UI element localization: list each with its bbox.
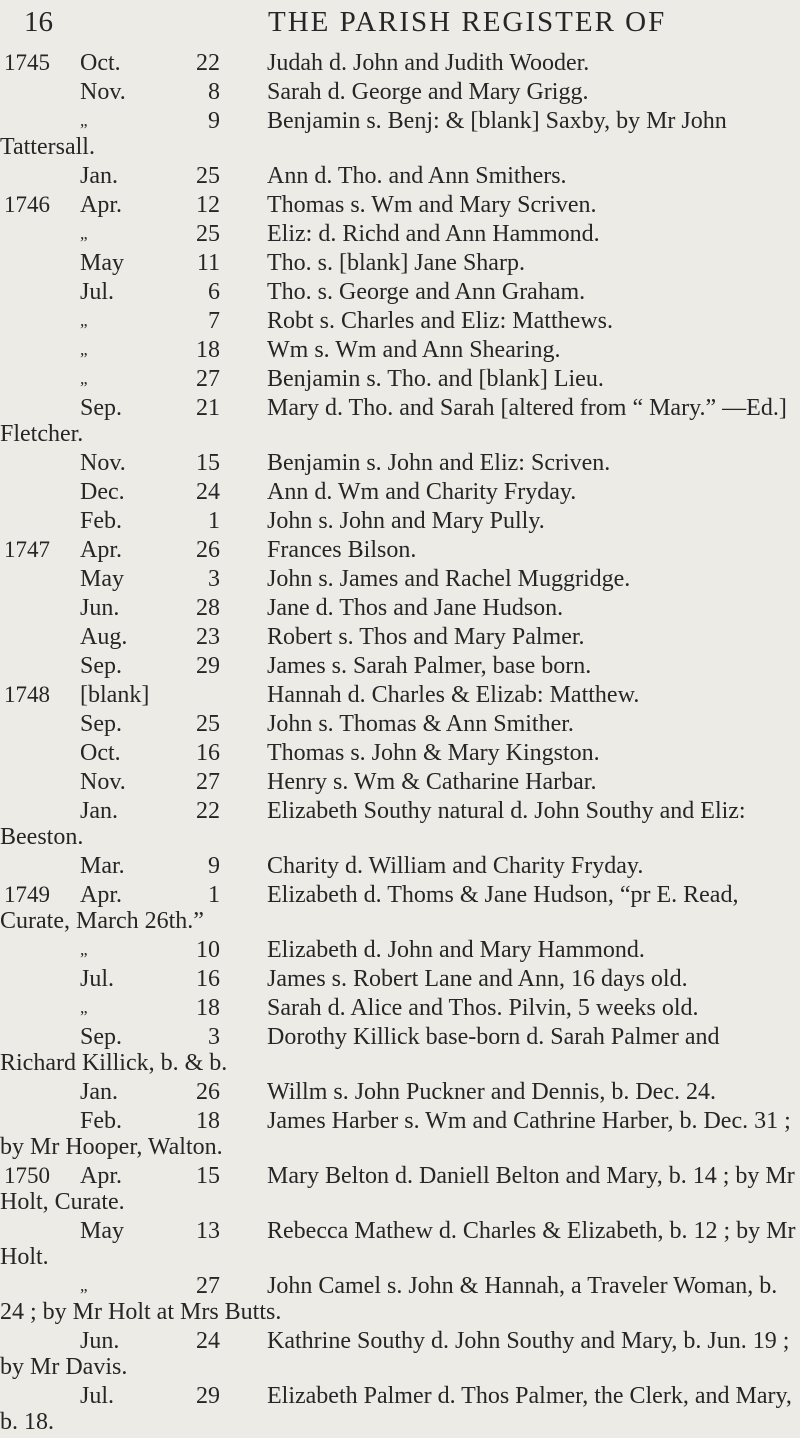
- entry-text: Dorothy Killick base-born d. Sarah Palmer and Richard Killick, b. & b.: [0, 1024, 720, 1076]
- register-entry: [0, 566, 800, 592]
- entry-text: Mary d. Tho. and Sarah [altered from “ Mary.” —Ed.] Fletcher.: [0, 395, 787, 447]
- entry-day: 1: [208, 508, 220, 534]
- entry-day: 16: [196, 966, 220, 992]
- register-entry: [0, 508, 800, 534]
- register-entry: [0, 682, 800, 708]
- entry-month: Sep.: [80, 395, 122, 421]
- entry-day: 26: [196, 1079, 220, 1105]
- entry-year: 1749: [4, 882, 50, 907]
- register-entry: [0, 50, 800, 76]
- register-entry: [0, 1273, 800, 1325]
- entry-text: Elizabeth Southy natural d. John Southy and Eliz: Beeston.: [0, 798, 746, 850]
- entry-month: Apr.: [80, 882, 122, 908]
- register-entry: [0, 337, 800, 363]
- entry-text: Willm s. John Puckner and Dennis, b. Dec. 24.: [267, 1079, 716, 1105]
- register-entry: [0, 937, 800, 963]
- register-entry: [0, 653, 800, 679]
- entry-month: Nov.: [80, 769, 126, 795]
- register-entry: [0, 740, 800, 766]
- entry-text: Thomas s. John & Mary Kingston.: [267, 740, 600, 766]
- entry-day: 24: [196, 1328, 220, 1354]
- entry-day: 10: [196, 937, 220, 963]
- entry-text: Benjamin s. Tho. and [blank] Lieu.: [267, 366, 604, 392]
- register-entry: [0, 366, 800, 392]
- entry-text: Charity d. William and Charity Fryday.: [267, 853, 644, 879]
- register-entry: [0, 108, 800, 160]
- entry-month: Aug.: [80, 624, 128, 650]
- entry-year: 1747: [4, 537, 50, 562]
- entry-month: May: [80, 566, 124, 592]
- entry-month: „: [80, 998, 88, 1017]
- entry-month: Sep.: [80, 653, 122, 679]
- register-entry: [0, 221, 800, 247]
- entry-month: Mar.: [80, 853, 125, 879]
- entry-day: 21: [196, 395, 220, 421]
- entry-text: James s. Sarah Palmer, base born.: [267, 653, 592, 679]
- entry-month: Jun.: [80, 595, 120, 621]
- entry-month: Jan.: [80, 1079, 118, 1105]
- entry-day: 12: [196, 192, 220, 218]
- entry-day: 11: [196, 250, 220, 276]
- register-entry: [0, 79, 800, 105]
- entry-day: 16: [196, 740, 220, 766]
- entry-text: Henry s. Wm & Catharine Harbar.: [267, 769, 597, 795]
- entry-month: Apr.: [80, 1163, 122, 1189]
- entry-text: Judah d. John and Judith Wooder.: [267, 50, 590, 76]
- entry-text: James s. Robert Lane and Ann, 16 days old.: [267, 966, 688, 992]
- entry-month: Jan.: [80, 163, 118, 189]
- entry-day: 29: [196, 653, 220, 679]
- entry-day: 9: [208, 853, 220, 879]
- page-number: 16: [24, 6, 53, 38]
- entry-month: Oct.: [80, 740, 121, 766]
- entry-month: Oct.: [80, 50, 121, 76]
- entry-year: 1748: [4, 682, 50, 707]
- entry-day: 15: [196, 1163, 220, 1189]
- register-entry: [0, 882, 800, 934]
- entry-text: John s. Thomas & Ann Smither.: [267, 711, 574, 737]
- entry-month: „: [80, 340, 88, 359]
- entry-text: Robt s. Charles and Eliz: Matthews.: [267, 308, 613, 334]
- entry-text: John s. James and Rachel Muggridge.: [267, 566, 631, 592]
- entry-day: 18: [196, 337, 220, 363]
- entry-text: Benjamin s. Benj: & [blank] Saxby, by Mr John Tattersall.: [0, 108, 727, 160]
- entry-text: Eliz: d. Richd and Ann Hammond.: [267, 221, 600, 247]
- register-entry: [0, 624, 800, 650]
- register-entry: [0, 279, 800, 305]
- register-entry: [0, 1108, 800, 1160]
- entry-day: 26: [196, 537, 220, 563]
- register-entry: [0, 250, 800, 276]
- entry-day: 15: [196, 450, 220, 476]
- entry-text: Tho. s. [blank] Jane Sharp.: [267, 250, 525, 276]
- register-entry: [0, 163, 800, 189]
- register-entry: [0, 995, 800, 1021]
- entry-day: 9: [208, 108, 220, 134]
- entry-text: Ann d. Wm and Charity Fryday.: [267, 479, 577, 505]
- entry-day: 3: [208, 1024, 220, 1050]
- entry-text: John Camel s. John & Hannah, a Traveler Woman, b. 24 ; by Mr Holt at Mrs Butts.: [0, 1273, 778, 1325]
- register-entry: [0, 1218, 800, 1270]
- entry-month: Sep.: [80, 1024, 122, 1050]
- register-entry: [0, 1079, 800, 1105]
- register-entry: [0, 853, 800, 879]
- register-entry: [0, 479, 800, 505]
- entry-day: 18: [196, 995, 220, 1021]
- entry-month: May: [80, 250, 124, 276]
- entry-year: 1750: [4, 1163, 50, 1188]
- entry-month: Nov.: [80, 79, 126, 105]
- entry-month: Nov.: [80, 450, 126, 476]
- entry-day: 22: [196, 50, 220, 76]
- entry-month: „: [80, 224, 88, 243]
- entry-month: Feb.: [80, 508, 122, 534]
- entry-month: Jul.: [80, 966, 115, 992]
- entry-month: Dec.: [80, 479, 125, 505]
- entry-text: Elizabeth d. John and Mary Hammond.: [267, 937, 645, 963]
- entry-month: Feb.: [80, 1108, 122, 1134]
- entry-month: „: [80, 940, 88, 959]
- entry-text: Sarah d. George and Mary Grigg.: [267, 79, 589, 105]
- entry-day: 27: [196, 366, 220, 392]
- entry-month: Apr.: [80, 192, 122, 218]
- register-entry: [0, 711, 800, 737]
- entry-text: Jane d. Thos and Jane Hudson.: [267, 595, 564, 621]
- register-entry: [0, 1024, 800, 1076]
- entry-day: 27: [196, 769, 220, 795]
- entry-year: 1745: [4, 50, 50, 75]
- register-entry: [0, 1328, 800, 1380]
- entry-month: Jul.: [80, 1383, 115, 1409]
- entry-month: Apr.: [80, 537, 122, 563]
- entry-text: Benjamin s. John and Eliz: Scriven.: [267, 450, 611, 476]
- register-entry: [0, 1163, 800, 1215]
- entry-text: Mary Belton d. Daniell Belton and Mary, b. 14 ; by Mr Holt, Curate.: [0, 1163, 795, 1215]
- register-entry: [0, 966, 800, 992]
- entry-day: 6: [208, 279, 220, 305]
- entry-text: Tho. s. George and Ann Graham.: [267, 279, 586, 305]
- entry-month: Jul.: [80, 279, 115, 305]
- entry-day: 13: [196, 1218, 220, 1244]
- entry-day: 29: [196, 1383, 220, 1409]
- entry-month: „: [80, 1276, 88, 1295]
- entry-text: Kathrine Southy d. John Southy and Mary, b. Jun. 19 ; by Mr Davis.: [0, 1328, 790, 1380]
- entry-text: Elizabeth d. Thoms & Jane Hudson, “pr E. Read, Curate, March 26th.”: [0, 882, 739, 934]
- register-entry: [0, 798, 800, 850]
- entry-text: Ann d. Tho. and Ann Smithers.: [267, 163, 567, 189]
- entry-text: Robert s. Thos and Mary Palmer.: [267, 624, 585, 650]
- entry-day: 1: [208, 882, 220, 908]
- entry-month: Sep.: [80, 711, 122, 737]
- register-entry: [0, 769, 800, 795]
- register-entry: [0, 192, 800, 218]
- entry-text: Wm s. Wm and Ann Shearing.: [267, 337, 561, 363]
- entry-text: James Harber s. Wm and Cathrine Harber, b. Dec. 31 ; by Mr Hooper, Walton.: [0, 1108, 791, 1160]
- entry-month: Jan.: [80, 798, 118, 824]
- register-entry: [0, 537, 800, 563]
- entry-month: „: [80, 369, 88, 388]
- entry-day: 18: [196, 1108, 220, 1134]
- entry-day: 27: [196, 1273, 220, 1299]
- entry-text: Hannah d. Charles & Elizab: Matthew.: [267, 682, 640, 708]
- baptism-entries: [0, 50, 800, 1438]
- page-header: [0, 2, 800, 42]
- register-entry: [0, 595, 800, 621]
- entry-day: 23: [196, 624, 220, 650]
- entry-year: 1746: [4, 192, 50, 217]
- entry-month: Jun.: [80, 1328, 120, 1354]
- entry-day: 8: [208, 79, 220, 105]
- entry-month: [blank]: [80, 682, 150, 708]
- entry-day: 24: [196, 479, 220, 505]
- register-entry: [0, 450, 800, 476]
- entry-day: 25: [196, 711, 220, 737]
- entry-month: „: [80, 311, 88, 330]
- entry-day: 25: [196, 163, 220, 189]
- entry-day: 25: [196, 221, 220, 247]
- entry-text: Elizabeth Palmer d. Thos Palmer, the Clerk, and Mary, b. 18.: [0, 1383, 792, 1435]
- entry-day: 28: [196, 595, 220, 621]
- entry-day: 7: [208, 308, 220, 334]
- entry-day: 22: [196, 798, 220, 824]
- entry-day: 3: [208, 566, 220, 592]
- entry-month: „: [80, 111, 88, 130]
- entry-month: May: [80, 1218, 124, 1244]
- register-entry: [0, 308, 800, 334]
- register-entry: [0, 1383, 800, 1435]
- entry-text: Thomas s. Wm and Mary Scriven.: [267, 192, 597, 218]
- entry-text: Frances Bilson.: [267, 537, 417, 563]
- entry-text: Sarah d. Alice and Thos. Pilvin, 5 weeks old.: [267, 995, 699, 1021]
- entry-text: Rebecca Mathew d. Charles & Elizabeth, b. 12 ; by Mr Holt.: [0, 1218, 796, 1270]
- running-title: THE PARISH REGISTER OF: [268, 6, 667, 38]
- entry-text: John s. John and Mary Pully.: [267, 508, 545, 534]
- register-entry: [0, 395, 800, 447]
